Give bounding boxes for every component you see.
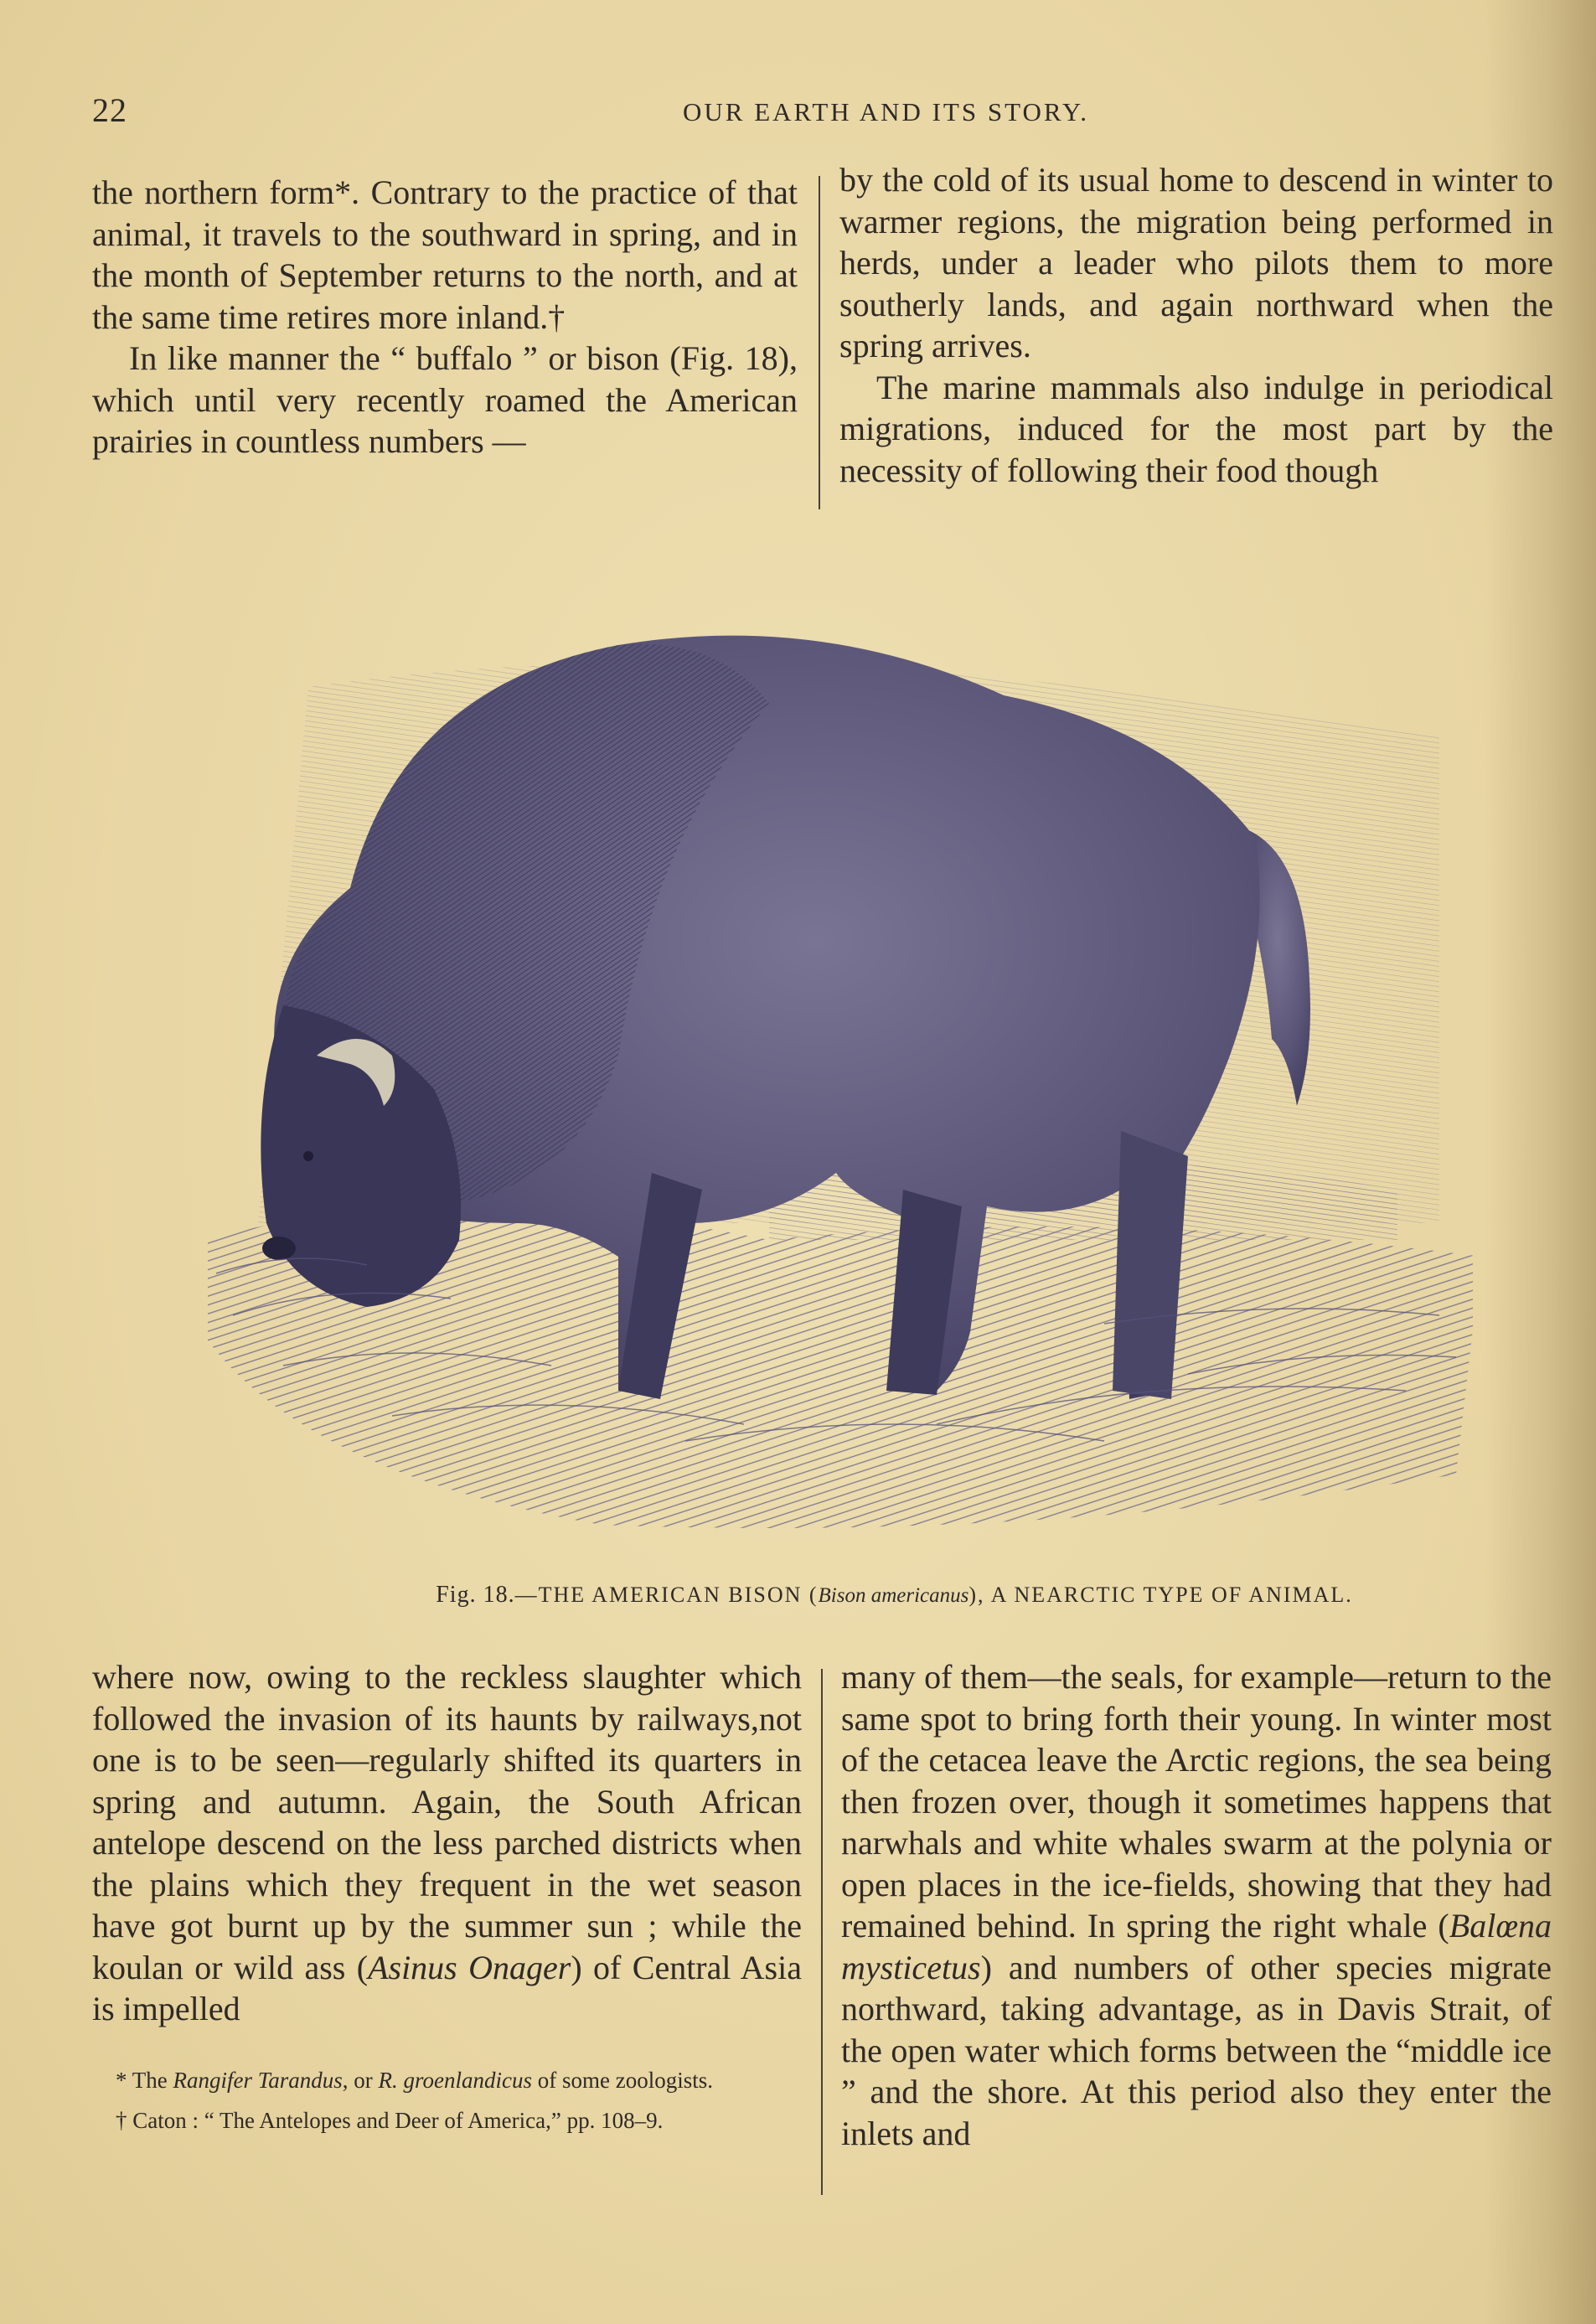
running-head: OUR EARTH AND ITS STORY. bbox=[683, 97, 1089, 127]
footnote-2: † Caton : “ The Antelopes and Deer of America,” pp. 108–9. bbox=[116, 2108, 664, 2133]
footnote-1 bbox=[92, 2063, 802, 2098]
caption-title: THE AMERICAN BISON ( bbox=[538, 1583, 819, 1607]
bison-engraving bbox=[183, 586, 1473, 1567]
footnotes bbox=[92, 2063, 802, 2143]
column-top-left bbox=[92, 172, 798, 462]
latin-name: Asinus Onager bbox=[368, 1948, 571, 1986]
footnote-mark: * The bbox=[116, 2068, 173, 2093]
column-bottom-left bbox=[92, 1656, 802, 2030]
footnote-text: of some zoologists. bbox=[532, 2068, 714, 2093]
caption-dash: — bbox=[514, 1583, 539, 1607]
paragraph: In like manner the “ buffalo ” or bison (Fig. 18), which until very recently roamed the American prairies in countless numbers — bbox=[92, 339, 798, 460]
figure-caption bbox=[0, 1582, 1596, 1609]
paragraph-text: where now, owing to the reckless slaughter which followed the invasion of its haunts by railways,not one is to be seen—regularly shifted its quarters in spring and autumn. Again, the South African antelope descend on the less parched districts when the plains which they frequent in the wet season have got burnt up by the summer sun ; while the koulan or wild ass ( bbox=[92, 1658, 802, 1986]
figure-label: Fig. 18. bbox=[436, 1582, 515, 1608]
footnote-italic: R. groenlandicus bbox=[378, 2068, 533, 2093]
caption-latin-name: Bison americanus bbox=[818, 1584, 969, 1607]
caption-title-end: ), A NEARCTIC TYPE OF ANIMAL. bbox=[968, 1583, 1353, 1607]
paragraph bbox=[841, 1656, 1552, 2154]
paragraph: the northern form*. Contrary to the practice of that animal, it travels to the southward in spring, and in the month of September returns to the north, and at the same time retires more inland.† bbox=[92, 173, 798, 336]
latin-name: Balœna mysticetus bbox=[841, 1907, 1552, 1986]
paragraph-text: many of them—the seals, for example—return to the same spot to bring forth their young. In winter most of the cetacea leave the Arctic regions, the sea being then frozen over, though it sometimes happens that narwhals and white whales swarm at the polynia or open places in the ice-fields, showing that they had remained behind. In spring the right whale ( bbox=[841, 1658, 1552, 1944]
paragraph bbox=[92, 1656, 802, 2030]
paragraph-text-end: ) of Central Asia is impelled bbox=[92, 1948, 802, 2027]
footnote-italic: Rangifer Tarandus bbox=[173, 2068, 343, 2093]
column-rule bbox=[819, 176, 820, 509]
column-rule bbox=[821, 1669, 823, 2195]
paragraph: The marine mammals also indulge in periodical migrations, induced for the most part by the necessity of following their food though bbox=[839, 368, 1553, 489]
paragraph: by the cold of its usual home to descend in winter to warmer regions, the migration being performed in herds, under a leader who pilots them to more southerly lands, and again northward when the spring arrives. bbox=[839, 161, 1553, 364]
bison-illustration bbox=[183, 586, 1473, 1567]
paragraph-text-end: ) and numbers of other species migrate northward, taking advantage, as in Davis Strait, of the open water which forms between the “middle ice ” and the shore. At this period also they enter the inlets and bbox=[841, 1948, 1552, 2152]
page-number: 22 bbox=[92, 91, 127, 129]
column-top-right bbox=[839, 159, 1553, 491]
footnote-text: , or bbox=[342, 2068, 379, 2093]
column-bottom-right bbox=[841, 1656, 1552, 2154]
